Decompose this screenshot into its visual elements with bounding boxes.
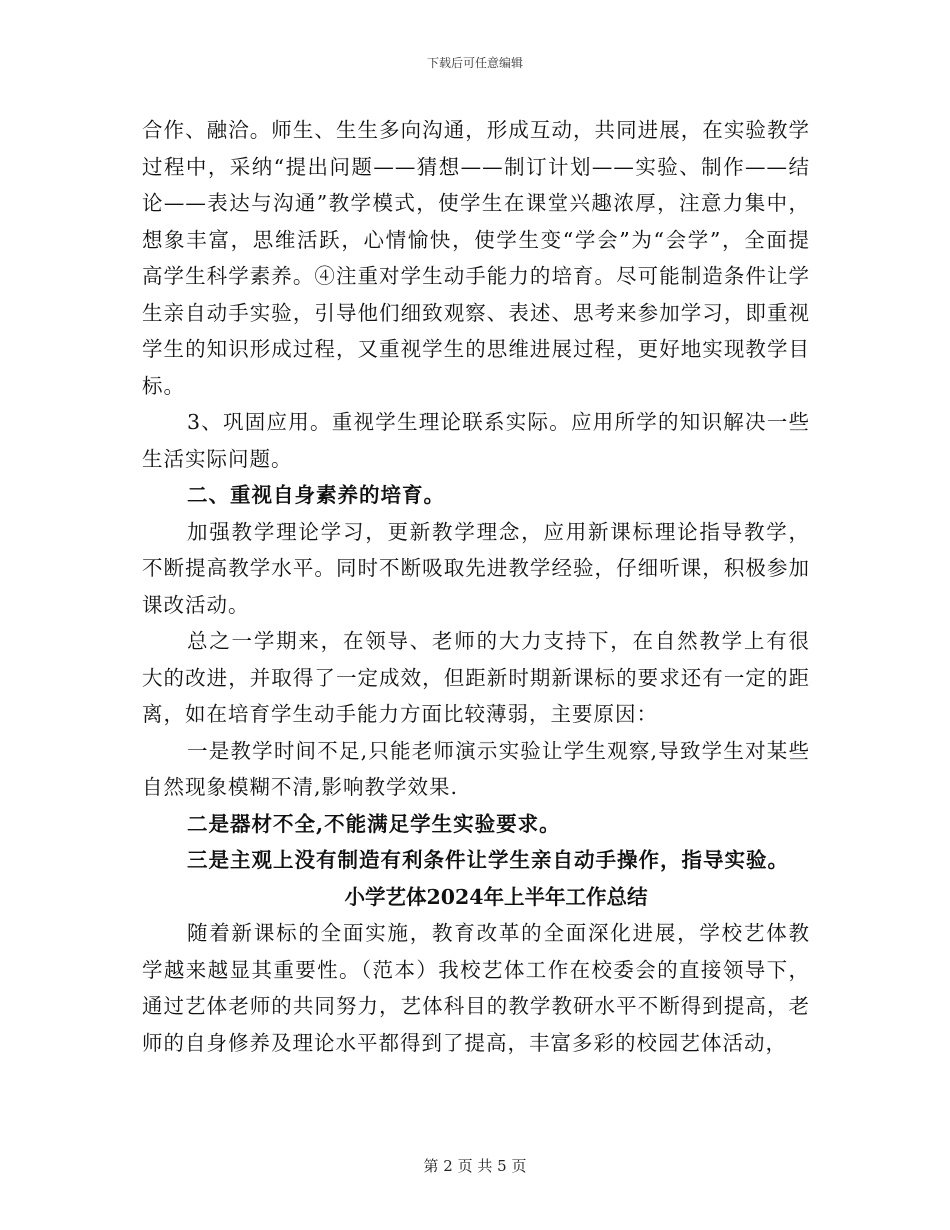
heading-self-cultivation: 二、重视自身素养的培育。 bbox=[187, 483, 445, 507]
paragraph-arts-intro: 随着新课标的全面实施，教育改革的全面深化进展，学校艺体教学越来越显其重要性。（范本）我校艺体工作在校委会的直接领导下，通过艺体老师的共同努力，艺体科目的教学教研水平不断得到提高，老师的自身修养及理论水平都得到了提高，丰富多彩的校园艺体活动， bbox=[142, 921, 810, 1055]
paragraph-consolidation: 3、巩固应用。重视学生理论联系实际。应用所学的知识解决一些生活实际问题。 bbox=[142, 410, 810, 471]
page-footer: 第 2 页 共 5 页 bbox=[423, 1157, 527, 1175]
paragraph-summary: 总之一学期来，在领导、老师的大力支持下，在自然教学上有很大的改进，并取得了一定成效，但距新时期新课标的要求还有一定的距离，如在培育学生动手能力方面比较薄弱，主要原因： bbox=[142, 629, 810, 726]
document-body bbox=[142, 112, 810, 1061]
page-header: 下载后可任意编辑 bbox=[426, 56, 523, 70]
paragraph-cooperation: 合作、融洽。师生、生生多向沟通，形成互动，共同进展，在实验教学过程中，采纳“提出问题——猜想——制订计划——实验、制作——结论——表达与沟通”教学模式，使学生在课堂兴趣浓厚，注意力集中，想象丰富，思维活跃，心情愉快，使学生变“学会”为“会学”，全面提高学生科学素养。④注重对学生动手能力的培育。尽可能制造条件让学生亲自动手实验，引导他们细致观察、表述、思考来参加学习，即重视学生的知识形成过程，又重视学生的思维进展过程，更好地实现教学目标。 bbox=[142, 118, 810, 398]
section-title: 小学艺体2024年上半年工作总结 bbox=[344, 884, 648, 909]
paragraph-reason-two: 二是器材不全,不能满足学生实验要求。 bbox=[187, 811, 561, 836]
paragraph-reason-one: 一是教学时间不足,只能老师演示实验让学生观察,导致学生对某些自然现象模糊不清,影响教学效果. bbox=[142, 738, 810, 799]
paragraph-theory-study: 加强教学理论学习，更新教学理念，应用新课标理论指导教学，不断提高教学水平。同时不断吸取先进教学经验，仔细听课，积极参加课改活动。 bbox=[142, 519, 810, 617]
paragraph-reason-three: 三是主观上没有制造有利条件让学生亲自动手操作，指导实验。 bbox=[187, 848, 789, 872]
